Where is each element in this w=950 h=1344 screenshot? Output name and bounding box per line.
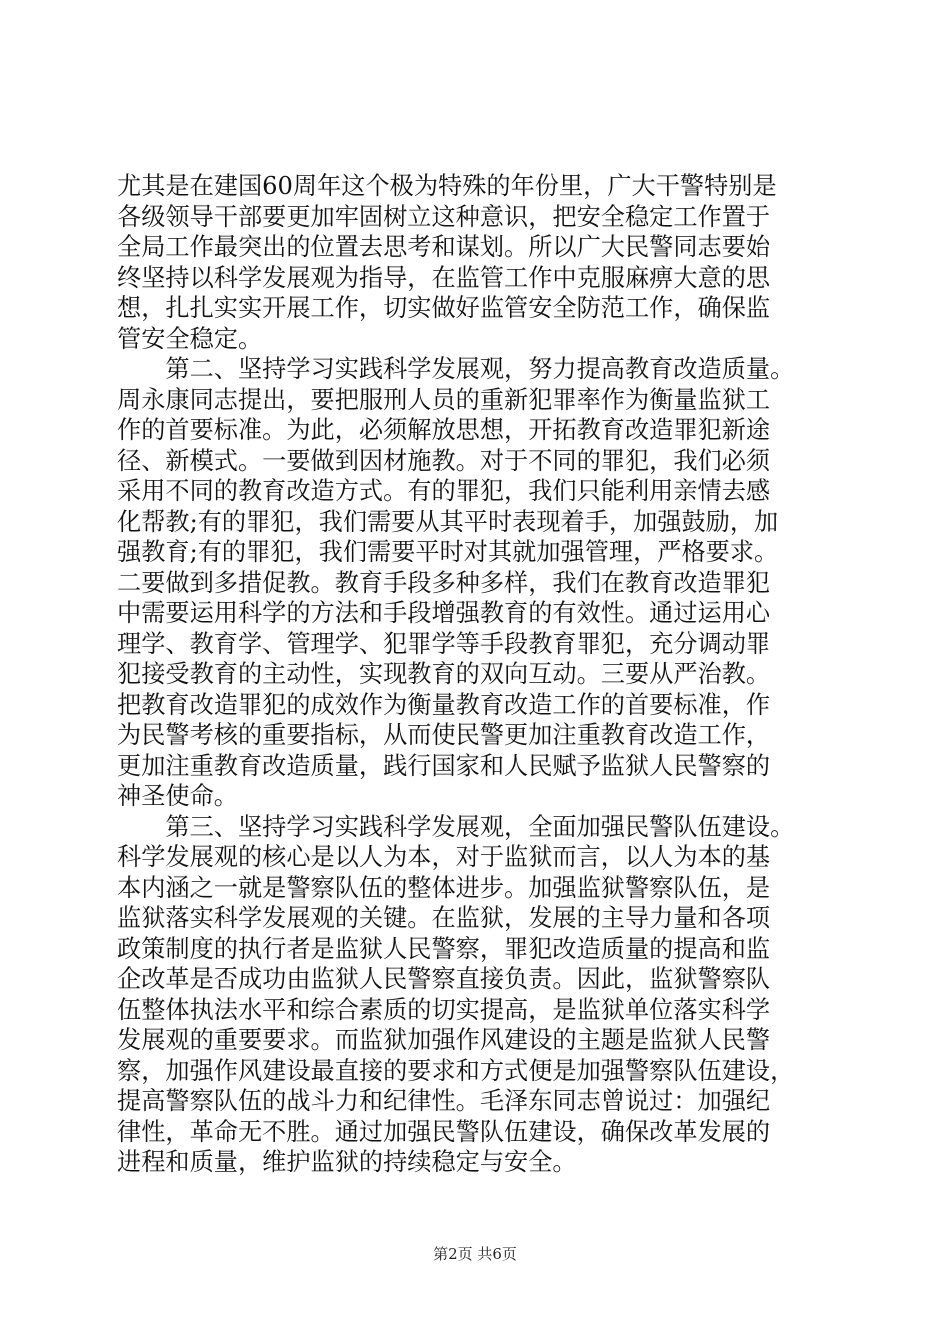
text-line: 提高警察队伍的战斗力和纪律性。毛泽东同志曾说过：加强纪 — [117, 1087, 771, 1115]
text-line: 终坚持以科学发展观为指导，在监管工作中克服麻痹大意的思 — [117, 263, 771, 292]
text-line: 作的首要标准。为此，必须解放思想，开拓教育改造罪犯新途 — [117, 416, 771, 444]
text-line: 更加注重教育改造质量，践行国家和人民赋予监狱人民警察的 — [117, 751, 771, 780]
page-number-footer: 第2页 共6页 — [433, 1245, 517, 1263]
text-line: 犯接受教育的主动性，实现教育的双向互动。三要从严治教。 — [117, 660, 771, 688]
text-line: 神圣使命。 — [117, 782, 238, 810]
text-line: 政策制度的执行者是监狱人民警察，罪犯改造质量的提高和监 — [117, 934, 771, 963]
text-line: 全局工作最突出的位置去思考和谋划。所以广大民警同志要始 — [117, 233, 771, 261]
text-line: 理学、教育学、管理学、犯罪学等手段教育罪犯，充分调动罪 — [117, 629, 771, 658]
text-line: 监狱落实科学发展观的关键。在监狱，发展的主导力量和各项 — [117, 904, 771, 932]
text-line: 察，加强作风建设最直接的要求和方式便是加强警察队伍建设， — [117, 1056, 795, 1085]
text-line: 采用不同的教育改造方式。有的罪犯，我们只能利用亲情去感 — [117, 477, 771, 505]
text-line: 径、新模式。一要做到因材施教。对于不同的罪犯，我们必须 — [117, 446, 771, 475]
text-line: 伍整体执法水平和综合素质的切实提高，是监狱单位落实科学 — [117, 995, 771, 1024]
text-line: 律性，革命无不胜。通过加强民警队伍建设，确保改革发展的 — [117, 1117, 771, 1146]
text-line: 中需要运用科学的方法和手段增强教育的有效性。通过运用心 — [117, 599, 771, 627]
text-line: 企改革是否成功由监狱人民警察直接负责。因此，监狱警察队 — [117, 965, 771, 993]
body-text — [117, 171, 847, 1178]
text-line: 强教育;有的罪犯，我们需要平时对其就加强管理，严格要求。 — [117, 538, 779, 566]
text-line: 进程和质量，维护监狱的持续稳定与安全。 — [117, 1148, 577, 1176]
text-line: 第三、坚持学习实践科学发展观，全面加强民警队伍建设。 — [117, 812, 795, 841]
text-line: 第二、坚持学习实践科学发展观，努力提高教育改造质量。 — [117, 355, 795, 383]
text-line: 周永康同志提出，要把服刑人员的重新犯罪率作为衡量监狱工 — [117, 385, 771, 414]
text-line: 化帮教;有的罪犯，我们需要从其平时表现着手，加强鼓励，加 — [117, 507, 779, 536]
text-line: 管安全稳定。 — [117, 324, 263, 353]
text-line: 想，扎扎实实开展工作，切实做好监管安全防范工作，确保监 — [117, 294, 771, 322]
text-line: 尤其是在建国60周年这个极为特殊的年份里，广大干警特别是 — [117, 172, 777, 200]
text-line: 二要做到多措促教。教育手段多种多样，我们在教育改造罪犯 — [117, 568, 771, 597]
text-line: 本内涵之一就是警察队伍的整体进步。加强监狱警察队伍，是 — [117, 873, 771, 902]
text-line: 各级领导干部要更加牢固树立这种意识，把安全稳定工作置于 — [117, 202, 771, 231]
text-line: 把教育改造罪犯的成效作为衡量教育改造工作的首要标准，作 — [117, 690, 771, 719]
text-line: 为民警考核的重要指标，从而使民警更加注重教育改造工作， — [117, 721, 771, 749]
text-line: 科学发展观的核心是以人为本，对于监狱而言，以人为本的基 — [117, 843, 771, 871]
text-line: 发展观的重要要求。而监狱加强作风建设的主题是监狱人民警 — [117, 1026, 771, 1054]
